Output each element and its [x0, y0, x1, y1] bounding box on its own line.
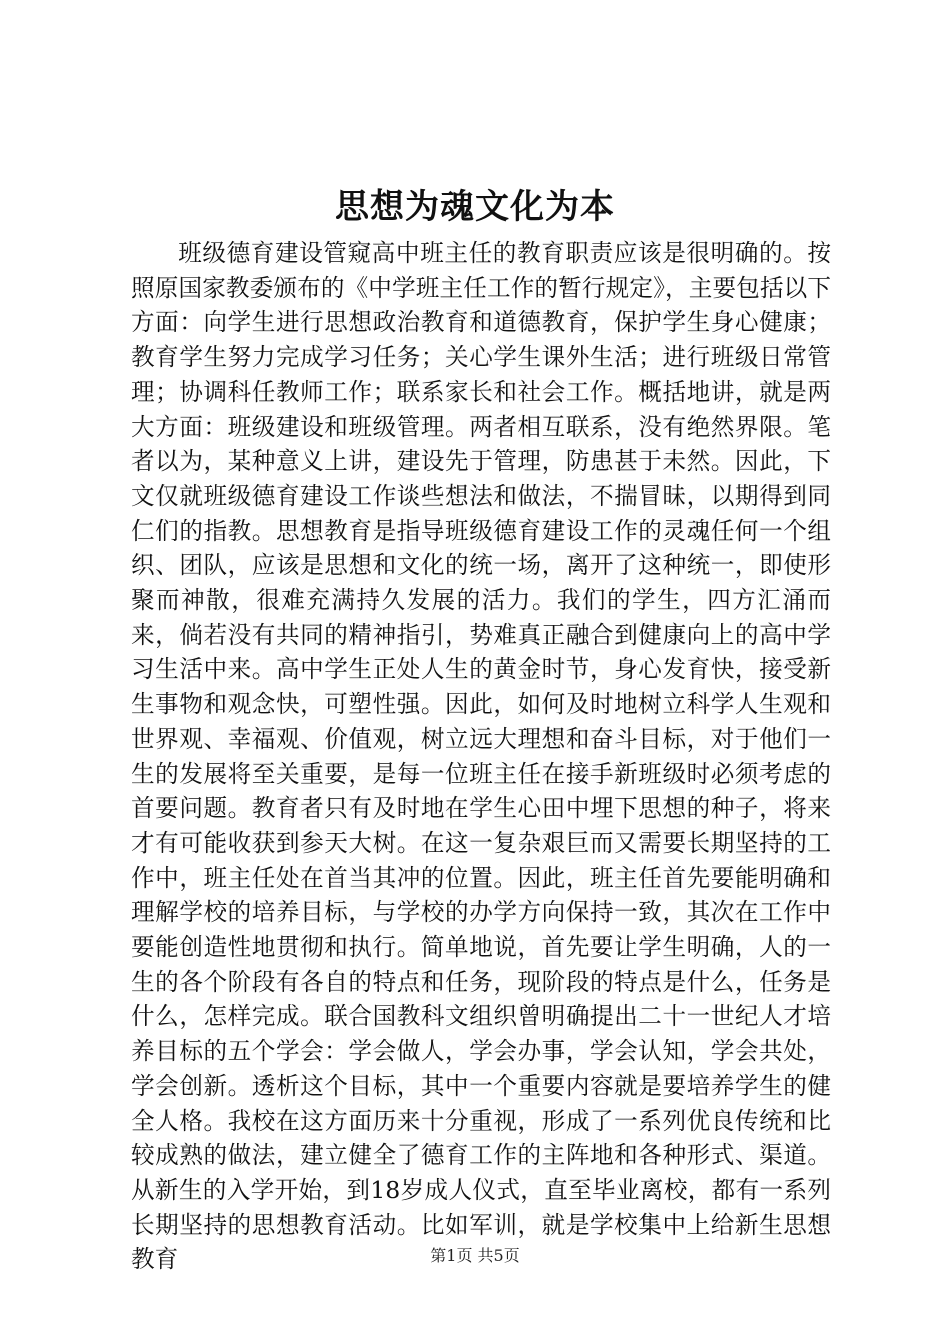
body-paragraph: 班级德育建设管窥高中班主任的教育职责应该是很明确的。按照原国家教委颁布的《中学班主任工作的暂行规定》，主要包括以下方面：向学生进行思想政治教育和道德教育，保护学生身心健康；教育学生努力完成学习任务；关心学生课外生活；进行班级日常管理；协调科任教师工作；联系家长和社会工作。概括地讲，就是两大方面：班级建设和班级管理。两者相互联系，没有绝然界限。笔者以为，某种意义上讲，建设先于管理，防患甚于未然。因此，下文仅就班级德育建设工作谈些想法和做法，不揣冒昧，以期得到同仁们的指教。思想教育是指导班级德育建设工作的灵魂任何一个组织、团队，应该是思想和文化的统一场，离开了这种统一，即使形聚而神散，很难充满持久发展的活力。我们的学生，四方汇涌而来，倘若没有共同的精神指引，势难真正融合到健康向上的高中学习生活中来。高中学生正处人生的黄金时节，身心发育快，接受新生事物和观念快，可塑性强。因此，如何及时地树立科学人生观和世界观、幸福观、价值观，树立远大理想和奋斗目标，对于他们一生的发展将至关重要，是每一位班主任在接手新班级时必须考虑的首要问题。教育者只有及时地在学生心田中埋下思想的种子，将来才有可能收获到参天大树。在这一复杂艰巨而又需要长期坚持的工作中，班主任处在首当其冲的位置。因此，班主任首先要能明确和理解学校的培养目标，与学校的办学方向保持一致，其次在工作中要能创造性地贯彻和执行。简单地说，首先要让学生明确，人的一生的各个阶段有各自的特点和任务，现阶段的特点是什么，任务是什么，怎样完成。联合国教科文组织曾明确提出二十一世纪人才培养目标的五个学会：学会做人，学会办事，学会认知，学会共处，学会创新。透析这个目标，其中一个重要内容就是要培养学生的健全人格。我校在这方面历来十分重视，形成了一系列优良传统和比较成熟的做法，建立健全了德育工作的主阵地和各种形式、渠道。从新生的入学开始，到18岁成人仪式，直至毕业离校，都有一系列长期坚持的思想教育活动。比如军训，就是学校集中上给新生思想教育: [131, 239, 831, 1274]
page-title: 思想为魂文化为本: [335, 187, 615, 227]
page-footer: 第1页 共5页: [430, 1246, 520, 1265]
